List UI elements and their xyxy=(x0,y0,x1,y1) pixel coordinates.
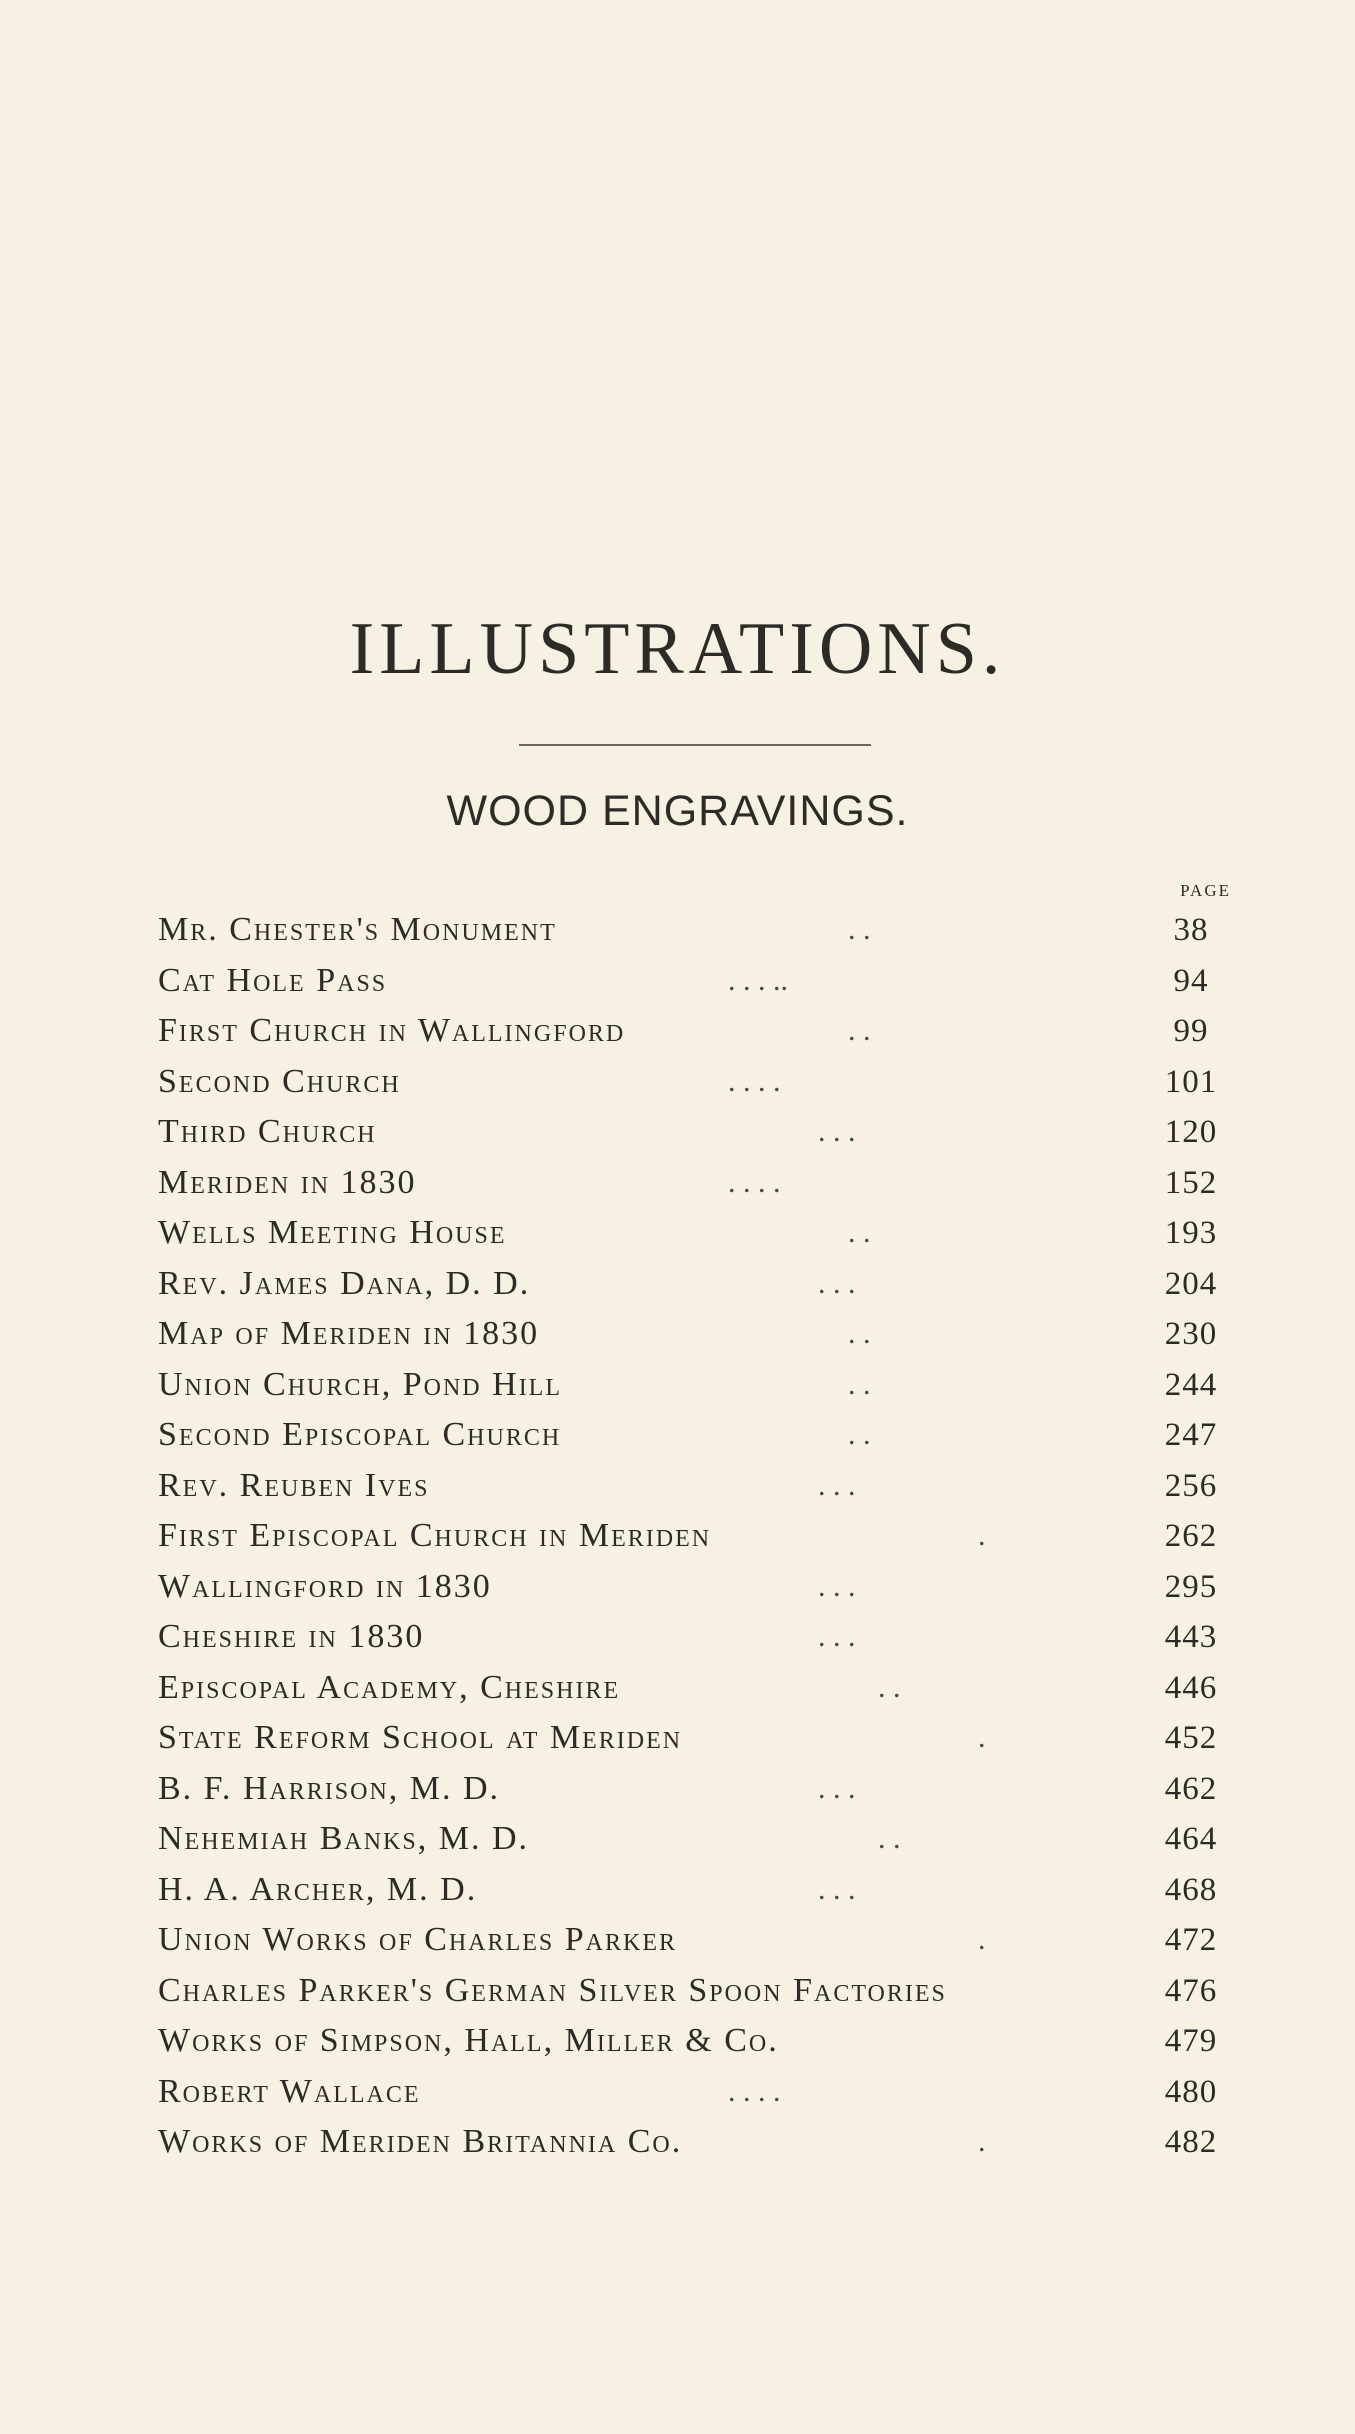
page-number: 247 xyxy=(1164,1417,1218,1453)
page-number: 262 xyxy=(1164,1518,1218,1554)
toc-row xyxy=(158,1107,1231,1158)
toc-row xyxy=(158,1511,1231,1562)
toc-row xyxy=(158,1208,1231,1259)
dot-leader: . xyxy=(978,2125,986,2158)
page-number: 204 xyxy=(1164,1265,1218,1302)
illustration-title: Third Church xyxy=(158,1113,377,1150)
toc-row xyxy=(158,1309,1231,1360)
toc-row xyxy=(158,905,1231,956)
toc-row xyxy=(158,1814,1231,1865)
dot-leader: . . xyxy=(848,913,871,946)
page-number: 193 xyxy=(1164,1215,1218,1251)
page-number: 120 xyxy=(1164,1114,1218,1150)
illustration-title: Works of Meriden Britannia Co. xyxy=(158,2123,683,2160)
illustration-title: Wallingford in 1830 xyxy=(158,1567,492,1605)
page-number: 480 xyxy=(1164,2073,1218,2110)
dot-leader: . . . xyxy=(818,1468,856,1502)
dot-leader: . xyxy=(978,1721,986,1754)
illustration-title: Map of Meriden in 1830 xyxy=(158,1315,540,1352)
illustration-title: Second Episcopal Church xyxy=(158,1416,562,1453)
page-number: 462 xyxy=(1164,1770,1218,1807)
page-number: 94 xyxy=(1173,962,1209,999)
illustration-title: Nehemiah Banks, M. D. xyxy=(158,1820,530,1857)
illustration-title: Union Church, Pond Hill xyxy=(158,1365,563,1403)
illustration-title: Rev. Reuben Ives xyxy=(158,1466,430,1504)
page-number: 244 xyxy=(1164,1366,1218,1403)
page-number: 38 xyxy=(1173,912,1209,948)
illustration-title: Second Church xyxy=(158,1062,401,1100)
toc-row xyxy=(158,1057,1231,1108)
dot-leader: . xyxy=(978,1519,986,1552)
page-number: 452 xyxy=(1164,1720,1218,1756)
page-number: 99 xyxy=(1173,1013,1209,1049)
page-number: 230 xyxy=(1164,1316,1218,1352)
dot-leader: . . . xyxy=(818,1620,856,1653)
illustration-title: Charles Parker's German Silver Spoon Factories xyxy=(158,1971,947,2009)
illustration-title: Cheshire in 1830 xyxy=(158,1618,425,1655)
toc-row xyxy=(158,1410,1231,1461)
toc-row xyxy=(158,1259,1231,1310)
toc-row xyxy=(158,1713,1231,1764)
page-number: 295 xyxy=(1164,1568,1218,1605)
page-number: 468 xyxy=(1164,1871,1218,1908)
illustration-title: Meriden in 1830 xyxy=(158,1163,417,1201)
title-rule xyxy=(519,744,871,746)
dot-leader: . . xyxy=(878,1670,901,1704)
page-number: 446 xyxy=(1164,1669,1218,1706)
toc-row xyxy=(158,1360,1231,1411)
page-number: 482 xyxy=(1164,2124,1218,2160)
illustration-title: Robert Wallace xyxy=(158,2072,421,2110)
toc-row xyxy=(158,1612,1231,1663)
page-column-header: PAGE xyxy=(1180,881,1231,900)
dot-leader: . . . xyxy=(818,1115,856,1148)
dot-leader: . . xyxy=(848,1367,871,1401)
dot-leader: . . . . xyxy=(728,2074,781,2108)
illustration-title: H. A. Archer, M. D. xyxy=(158,1870,478,1908)
toc-row xyxy=(158,1663,1231,1714)
illustrations-list xyxy=(158,905,1231,2168)
page-number: 472 xyxy=(1164,1922,1218,1958)
illustration-title: Cat Hole Pass xyxy=(158,961,388,999)
dot-leader: . . . xyxy=(818,1872,856,1906)
toc-row xyxy=(158,1865,1231,1916)
toc-row xyxy=(158,1461,1231,1512)
illustration-title: Union Works of Charles Parker xyxy=(158,1921,677,1958)
toc-row xyxy=(158,1915,1231,1966)
illustration-title: Rev. James Dana, D. D. xyxy=(158,1264,531,1302)
toc-row xyxy=(158,2067,1231,2118)
dot-leader: . . xyxy=(848,1317,871,1350)
dot-leader: . . . . xyxy=(728,1165,781,1199)
page-number: 101 xyxy=(1164,1063,1218,1100)
page-number: 479 xyxy=(1164,2023,1218,2059)
section-subtitle: WOOD ENGRAVINGS. xyxy=(446,787,909,835)
dot-leader: . . xyxy=(848,1216,871,1249)
illustration-title: Works of Simpson, Hall, Miller & Co. xyxy=(158,2022,779,2059)
toc-row xyxy=(158,1764,1231,1815)
dot-leader: . . . . xyxy=(728,1064,781,1098)
toc-row xyxy=(158,2016,1231,2067)
dot-leader: . . . xyxy=(818,1266,856,1300)
dot-leader: . . . xyxy=(818,1771,856,1805)
toc-row xyxy=(158,1966,1231,2017)
page-title: ILLUSTRATIONS. xyxy=(349,608,1006,690)
toc-row xyxy=(158,1562,1231,1613)
illustration-title: Episcopal Academy, Cheshire xyxy=(158,1668,621,1706)
dot-leader: . xyxy=(978,1923,986,1956)
page-number: 476 xyxy=(1164,1972,1218,2009)
illustration-title: B. F. Harrison, M. D. xyxy=(158,1769,501,1807)
illustration-title: First Church in Wallingford xyxy=(158,1012,626,1049)
dot-leader: . . xyxy=(848,1418,871,1451)
toc-row xyxy=(158,1158,1231,1209)
dot-leader: . . . .. xyxy=(728,963,788,997)
illustration-title: Wells Meeting House xyxy=(158,1214,507,1251)
dot-leader: . . xyxy=(878,1822,901,1855)
toc-row xyxy=(158,2117,1231,2168)
dot-leader: . . . xyxy=(818,1569,856,1603)
illustration-title: Mr. Chester's Monument xyxy=(158,911,557,948)
toc-row xyxy=(158,1006,1231,1057)
page-number: 464 xyxy=(1164,1821,1218,1857)
illustration-title: First Episcopal Church in Meriden xyxy=(158,1517,712,1554)
dot-leader: . . xyxy=(848,1014,871,1047)
illustration-title: State Reform School at Meriden xyxy=(158,1719,683,1756)
page-number: 443 xyxy=(1164,1619,1218,1655)
page-number: 152 xyxy=(1164,1164,1218,1201)
toc-row xyxy=(158,956,1231,1007)
page-number: 256 xyxy=(1164,1467,1218,1504)
